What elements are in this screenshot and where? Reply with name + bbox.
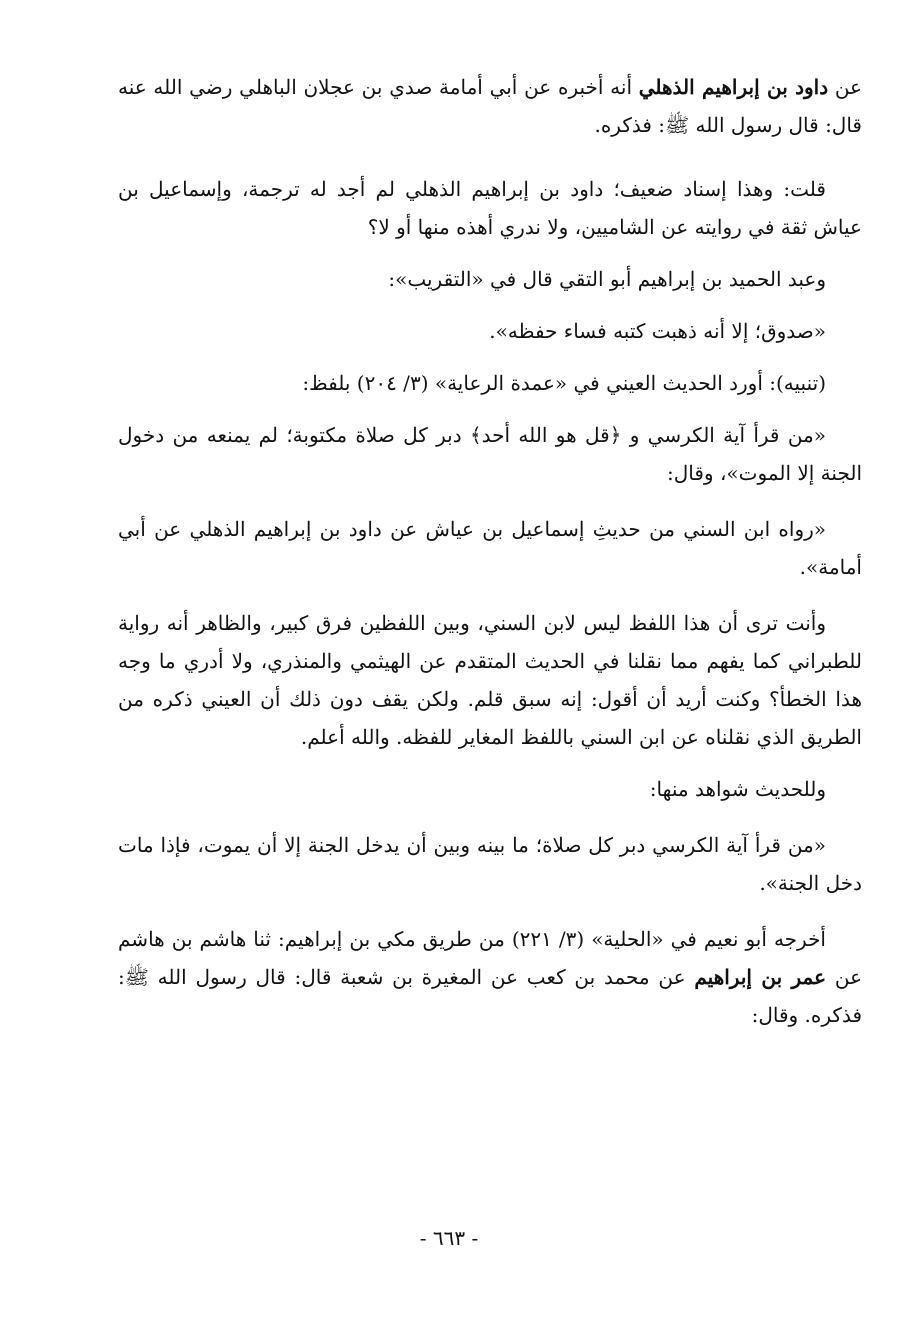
paragraph-9: وللحديث شواهد منها: [649, 777, 826, 801]
paragraph-8: وأنت ترى أن هذا اللفظ ليس لابن السني، وبين اللفظين فرق كبير، والظاهر أنه رواية للطبراني كما يفهم مما نقلنا في الحديث المتقدم عن الهيثمي والمنذري، ولا أدري ما وجه هذا الخطأ؟ وكنت أريد أن أقول: إنه سبق قلم. ولكن يقف دون ذلك أن العيني ذكره من الطريق الذي نقلناه عن ابن السني باللفظ المغاير للفظه. والله أعلم. [118, 611, 862, 749]
paragraph-4-quote: «صدوق؛ إلا أنه ذهبت كتبه فساء حفظه». [489, 319, 826, 343]
page-number: - ٦٦٣ - [419, 1226, 479, 1250]
paragraph-7-quote: «رواه ابن السني من حديثِ إسماعيل بن عياش عن داود بن إبراهيم الذهلي عن أبي أمامة». [118, 517, 862, 579]
paragraph-1 [118, 68, 862, 144]
page-body [118, 68, 862, 1034]
paragraph-11-text-b: عن محمد بن كعب عن المغيرة بن شعبة قال: قال رسول الله ﷺ: فذكره. وقال: [118, 965, 862, 1027]
paragraph-1-text-a: عن [828, 75, 862, 99]
paragraph-1-text-b: أنه أخبره عن أبي أمامة صدي بن عجلان الباهلي رضي الله عنه قال: قال رسول الله ﷺ: فذكره. [118, 75, 862, 137]
paragraph-3: وعبد الحميد بن إبراهيم أبو التقي قال في «التقريب»: [388, 267, 826, 291]
paragraph-5-note: (تنبيه): أورد الحديث العيني في «عمدة الرعاية» (٣/ ٢٠٤) بلفظ: [302, 371, 826, 395]
paragraph-6-quote: «من قرأ آية الكرسي و ﴿قل هو الله أحد﴾ دبر كل صلاة مكتوبة؛ لم يمنعه من دخول الجنة إلا الموت»، وقال: [118, 423, 862, 485]
paragraph-11 [118, 920, 862, 1034]
paragraph-11-text-a: أخرجه أبو نعيم في «الحلية» (٣/ ٢٢١) من طريق مكي بن إبراهيم: ثنا هاشم بن هاشم عن [118, 927, 862, 989]
narrator-name-bold-2: عمر بن إبراهيم [694, 965, 827, 989]
paragraph-2: قلت: وهذا إسناد ضعيف؛ داود بن إبراهيم الذهلي لم أجد له ترجمة، وإسماعيل بن عياش ثقة في روايته عن الشاميين، ولا ندري أهذه منها أو لا؟ [118, 177, 862, 239]
narrator-name-bold: داود بن إبراهيم الذهلي [638, 75, 829, 99]
paragraph-10-quote: «من قرأ آية الكرسي دبر كل صلاة؛ ما بينه وبين أن يدخل الجنة إلا أن يموت، فإذا مات دخل الجنة». [118, 833, 862, 895]
